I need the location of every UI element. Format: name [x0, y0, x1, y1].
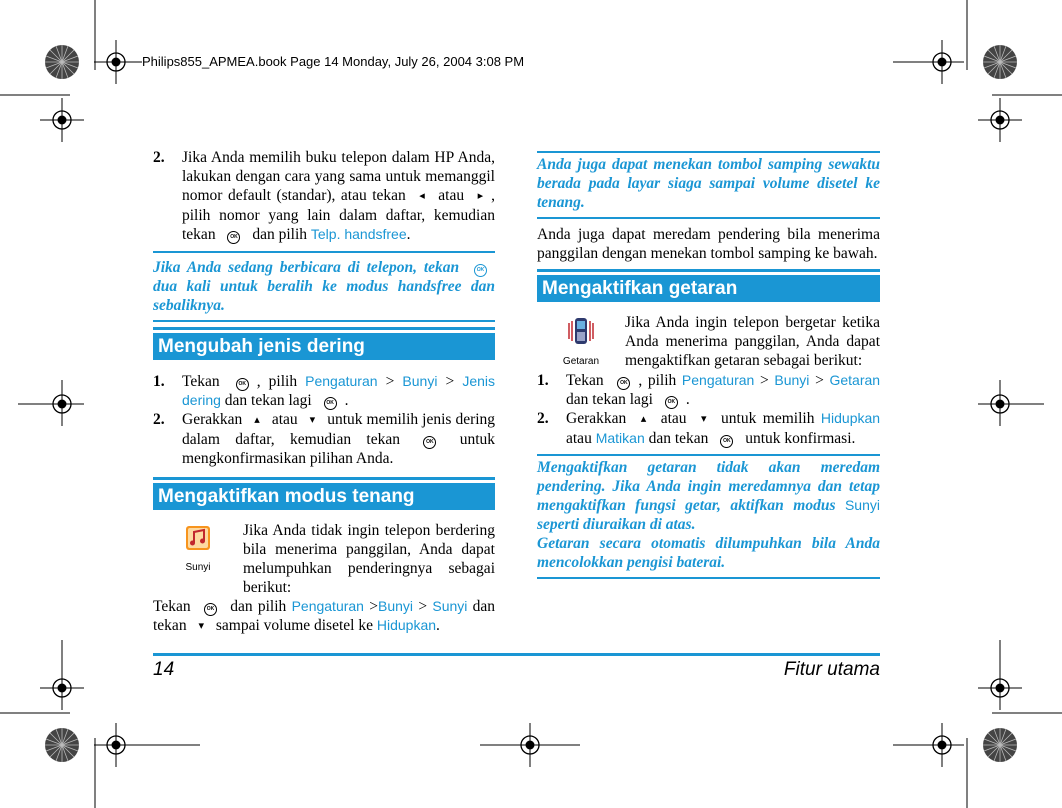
tip-note: [153, 251, 495, 322]
step-text: Gerakkan: [182, 411, 243, 428]
menu-link-bunyi[interactable]: Bunyi: [402, 373, 438, 389]
step-text: , pilih: [638, 372, 677, 389]
footer-rule: [153, 653, 880, 656]
registration-cross-icon: [40, 98, 84, 142]
registration-cross-icon: [920, 40, 964, 84]
step-number: 1.: [153, 373, 165, 390]
punctuation: .: [344, 392, 349, 409]
note-text: Jika Anda sedang berbicara di telepon, tekan: [153, 259, 460, 276]
down-arrow-key-icon: ▾: [701, 413, 707, 425]
step-item: [153, 410, 495, 468]
paragraph: Jika Anda ingin telepon bergetar ketika Anda menerima panggilan, Anda dapat mengaktifkan getaran sebagai berikut:: [625, 314, 880, 369]
paragraph: Anda juga dapat meredam pendering bila menerima panggilan dengan menekan tombol samping ke bawah.: [537, 226, 880, 262]
step-text: dan tekan lagi: [224, 392, 312, 409]
note-text: dua kali untuk beralih ke modus handsfree dan sebaliknya.: [153, 278, 495, 314]
silent-mode-icon-box: [153, 525, 243, 577]
step-text: untuk memilih jenis dering dalam daftar, kemudian tekan: [182, 411, 496, 448]
page-number: 14: [153, 659, 175, 680]
separator: >: [759, 372, 769, 389]
step-number: 2.: [153, 411, 165, 428]
up-arrow-key-icon: ▴: [254, 414, 260, 426]
registration-cross-icon: [94, 40, 138, 84]
left-arrow-key-icon: ◂: [419, 190, 425, 202]
note-text: Mengaktifkan getaran tidak akan meredam pendering. Jika Anda ingin meredamnya dan tetap mengaktifkan fungsi getar, aktifkan modus: [537, 459, 880, 514]
section-title: Mengaktifkan modus tenang: [153, 480, 495, 510]
paragraph: [153, 597, 495, 636]
step-text: , pilih nomor yang lain dalam daftar, kemudian tekan: [182, 187, 495, 243]
menu-link-hidupkan[interactable]: Hidupkan: [820, 410, 881, 426]
chapter-title: Fitur utama: [783, 659, 880, 680]
step-text: dan tekan lagi: [566, 391, 653, 408]
ok-key-icon: OK: [227, 231, 240, 244]
ok-key-icon: OK: [236, 378, 249, 391]
registration-star-icon: [983, 728, 1017, 762]
step-text: Tekan: [566, 372, 604, 389]
step-item: [153, 148, 495, 244]
step-text: dan pilih: [230, 598, 287, 615]
ok-key-icon: OK: [423, 436, 436, 449]
registration-star-icon: [45, 45, 79, 79]
ok-key-icon: OK: [720, 435, 733, 448]
punctuation: .: [685, 391, 690, 408]
step-text: Jika Anda memilih buku telepon dalam HP Anda, lakukan dengan cara yang sama untuk memanggil nomor default (standar), atau tekan: [182, 149, 495, 204]
step-text: Tekan: [153, 598, 191, 615]
registration-star-icon: [983, 45, 1017, 79]
separator: >: [385, 373, 395, 390]
step-text: atau: [566, 430, 592, 447]
menu-link-sunyi[interactable]: Sunyi: [844, 497, 880, 513]
step-number: 2.: [537, 410, 549, 427]
separator: >: [815, 372, 824, 389]
menu-link-telp-handsfree[interactable]: Telp. handsfree: [310, 226, 407, 242]
step-item: [537, 409, 880, 448]
menu-link-hidupkan[interactable]: Hidupkan: [376, 617, 437, 633]
menu-link-matikan[interactable]: Matikan: [595, 430, 645, 446]
step-item: [153, 372, 495, 410]
music-note-icon: [185, 525, 211, 551]
tip-note: [537, 454, 880, 579]
step-text: dan tekan: [153, 598, 496, 634]
step-item: [537, 371, 880, 409]
ok-key-icon: OK: [617, 377, 630, 390]
registration-cross-icon: [978, 98, 1022, 142]
ok-key-icon: OK: [324, 397, 337, 410]
registration-cross-icon: [40, 666, 84, 710]
up-arrow-key-icon: ▴: [640, 413, 647, 425]
ok-key-icon: OK: [474, 264, 487, 277]
step-text: , pilih: [256, 373, 298, 390]
paragraph: Jika Anda tidak ingin telepon berdering bila menerima panggilan, Anda dapat melumpuhkan penderingnya sebagai berikut:: [243, 522, 495, 596]
separator: >: [369, 598, 379, 615]
registration-cross-icon: [94, 723, 138, 767]
down-arrow-key-icon: ▾: [309, 414, 316, 426]
ok-key-icon: OK: [665, 396, 678, 409]
step-text: atau: [660, 410, 687, 427]
left-column: [153, 148, 495, 636]
menu-link-sunyi[interactable]: Sunyi: [432, 598, 468, 614]
vibrating-phone-icon: [566, 317, 596, 345]
step-text: dan pilih: [252, 226, 308, 243]
step-text: Tekan: [182, 373, 220, 390]
vibration-icon-box: [537, 317, 625, 371]
step-text: sampai volume disetel ke: [215, 617, 373, 634]
step-text: untuk konfirmasi.: [745, 430, 856, 447]
right-column: [537, 148, 880, 579]
menu-link-bunyi[interactable]: Bunyi: [378, 598, 414, 614]
step-text: untuk mengkonfirmasikan pilihan Anda.: [182, 431, 496, 467]
menu-link-jenis-dering[interactable]: Jenis dering: [182, 373, 496, 408]
icon-label: Sunyi: [185, 562, 211, 573]
separator: >: [418, 598, 428, 615]
down-arrow-key-icon: ▾: [198, 620, 204, 632]
book-info-header: Philips855_APMEA.book Page 14 Monday, July 26, 2004 3:08 PM: [142, 54, 525, 69]
separator: >: [445, 373, 455, 390]
step-text: untuk memilih: [721, 410, 815, 427]
step-text: atau: [438, 187, 465, 204]
step-text: dan tekan: [648, 430, 709, 447]
menu-link-bunyi[interactable]: Bunyi: [774, 372, 810, 388]
note-text: seperti diuraikan di atas.: [537, 516, 696, 533]
note-text: Getaran secara otomatis dilumpuhkan bila Anda mencolokkan pengisi baterai.: [537, 535, 880, 571]
registration-cross-icon: [920, 723, 964, 767]
punctuation: .: [436, 617, 440, 634]
registration-cross-icon: [978, 666, 1022, 710]
step-number: 2.: [153, 149, 165, 166]
menu-link-getaran[interactable]: Getaran: [829, 372, 881, 388]
section-title: Mengubah jenis dering: [153, 330, 495, 360]
punctuation: .: [406, 226, 411, 243]
menu-link-pengaturan[interactable]: Pengaturan: [291, 598, 364, 614]
tip-note: Anda juga dapat menekan tombol samping sewaktu berada pada layar siaga sampai volume disetel ke tenang.: [537, 151, 880, 219]
registration-star-icon: [45, 728, 79, 762]
menu-link-pengaturan[interactable]: Pengaturan: [305, 373, 378, 389]
right-arrow-key-icon: ▸: [477, 190, 484, 202]
step-number: 1.: [537, 372, 549, 389]
icon-label: Getaran: [562, 356, 600, 367]
menu-link-pengaturan[interactable]: Pengaturan: [681, 372, 755, 388]
ok-key-icon: OK: [204, 603, 217, 616]
section-title: Mengaktifkan getaran: [537, 272, 880, 302]
step-text: Gerakkan: [566, 410, 627, 427]
step-text: atau: [271, 411, 298, 428]
